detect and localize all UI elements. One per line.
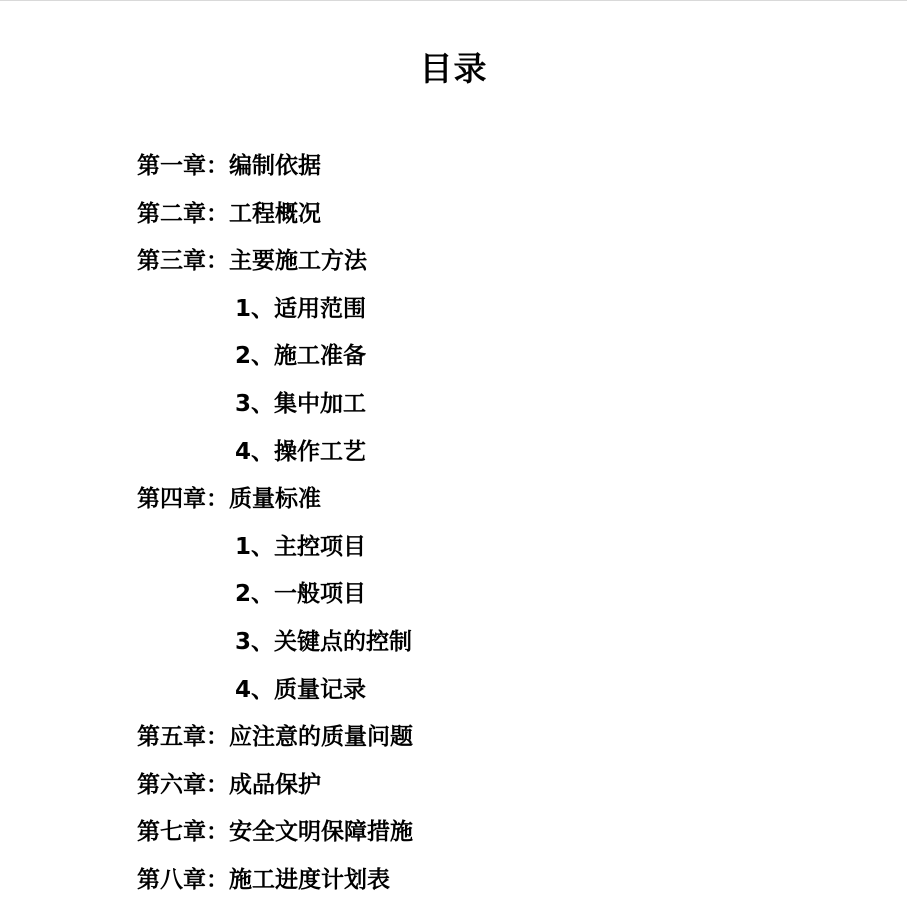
toc-chapter-5: 第五章：应注意的质量问题 — [137, 724, 413, 751]
toc-section-4-4: 4、质量记录 — [235, 676, 367, 703]
toc-chapter-8: 第八章：施工进度计划表 — [137, 866, 390, 893]
toc-section-4-3: 3、关键点的控制 — [235, 628, 413, 655]
toc-title: 目录 — [419, 49, 488, 88]
toc-section-3-4: 4、操作工艺 — [235, 438, 367, 465]
toc-section-3-2: 2、施工准备 — [235, 343, 367, 370]
page-top-border — [0, 0, 907, 1]
toc-chapter-1: 第一章：编制依据 — [137, 153, 321, 179]
table-of-contents — [0, 143, 907, 905]
toc-chapter-4: 第四章：质量标准 — [137, 486, 321, 513]
toc-section-3-3: 3、集中加工 — [235, 390, 367, 417]
toc-chapter-7: 第七章：安全文明保障措施 — [137, 819, 413, 846]
toc-chapter-3: 第三章：主要施工方法 — [137, 248, 367, 275]
toc-chapter-2: 第二章：工程概况 — [137, 200, 321, 227]
toc-chapter-6: 第六章：成品保护 — [137, 771, 321, 798]
toc-section-3-1: 1、适用范围 — [235, 295, 367, 322]
toc-section-4-1: 1、主控项目 — [235, 533, 367, 560]
toc-section-4-2: 2、一般项目 — [235, 581, 367, 608]
